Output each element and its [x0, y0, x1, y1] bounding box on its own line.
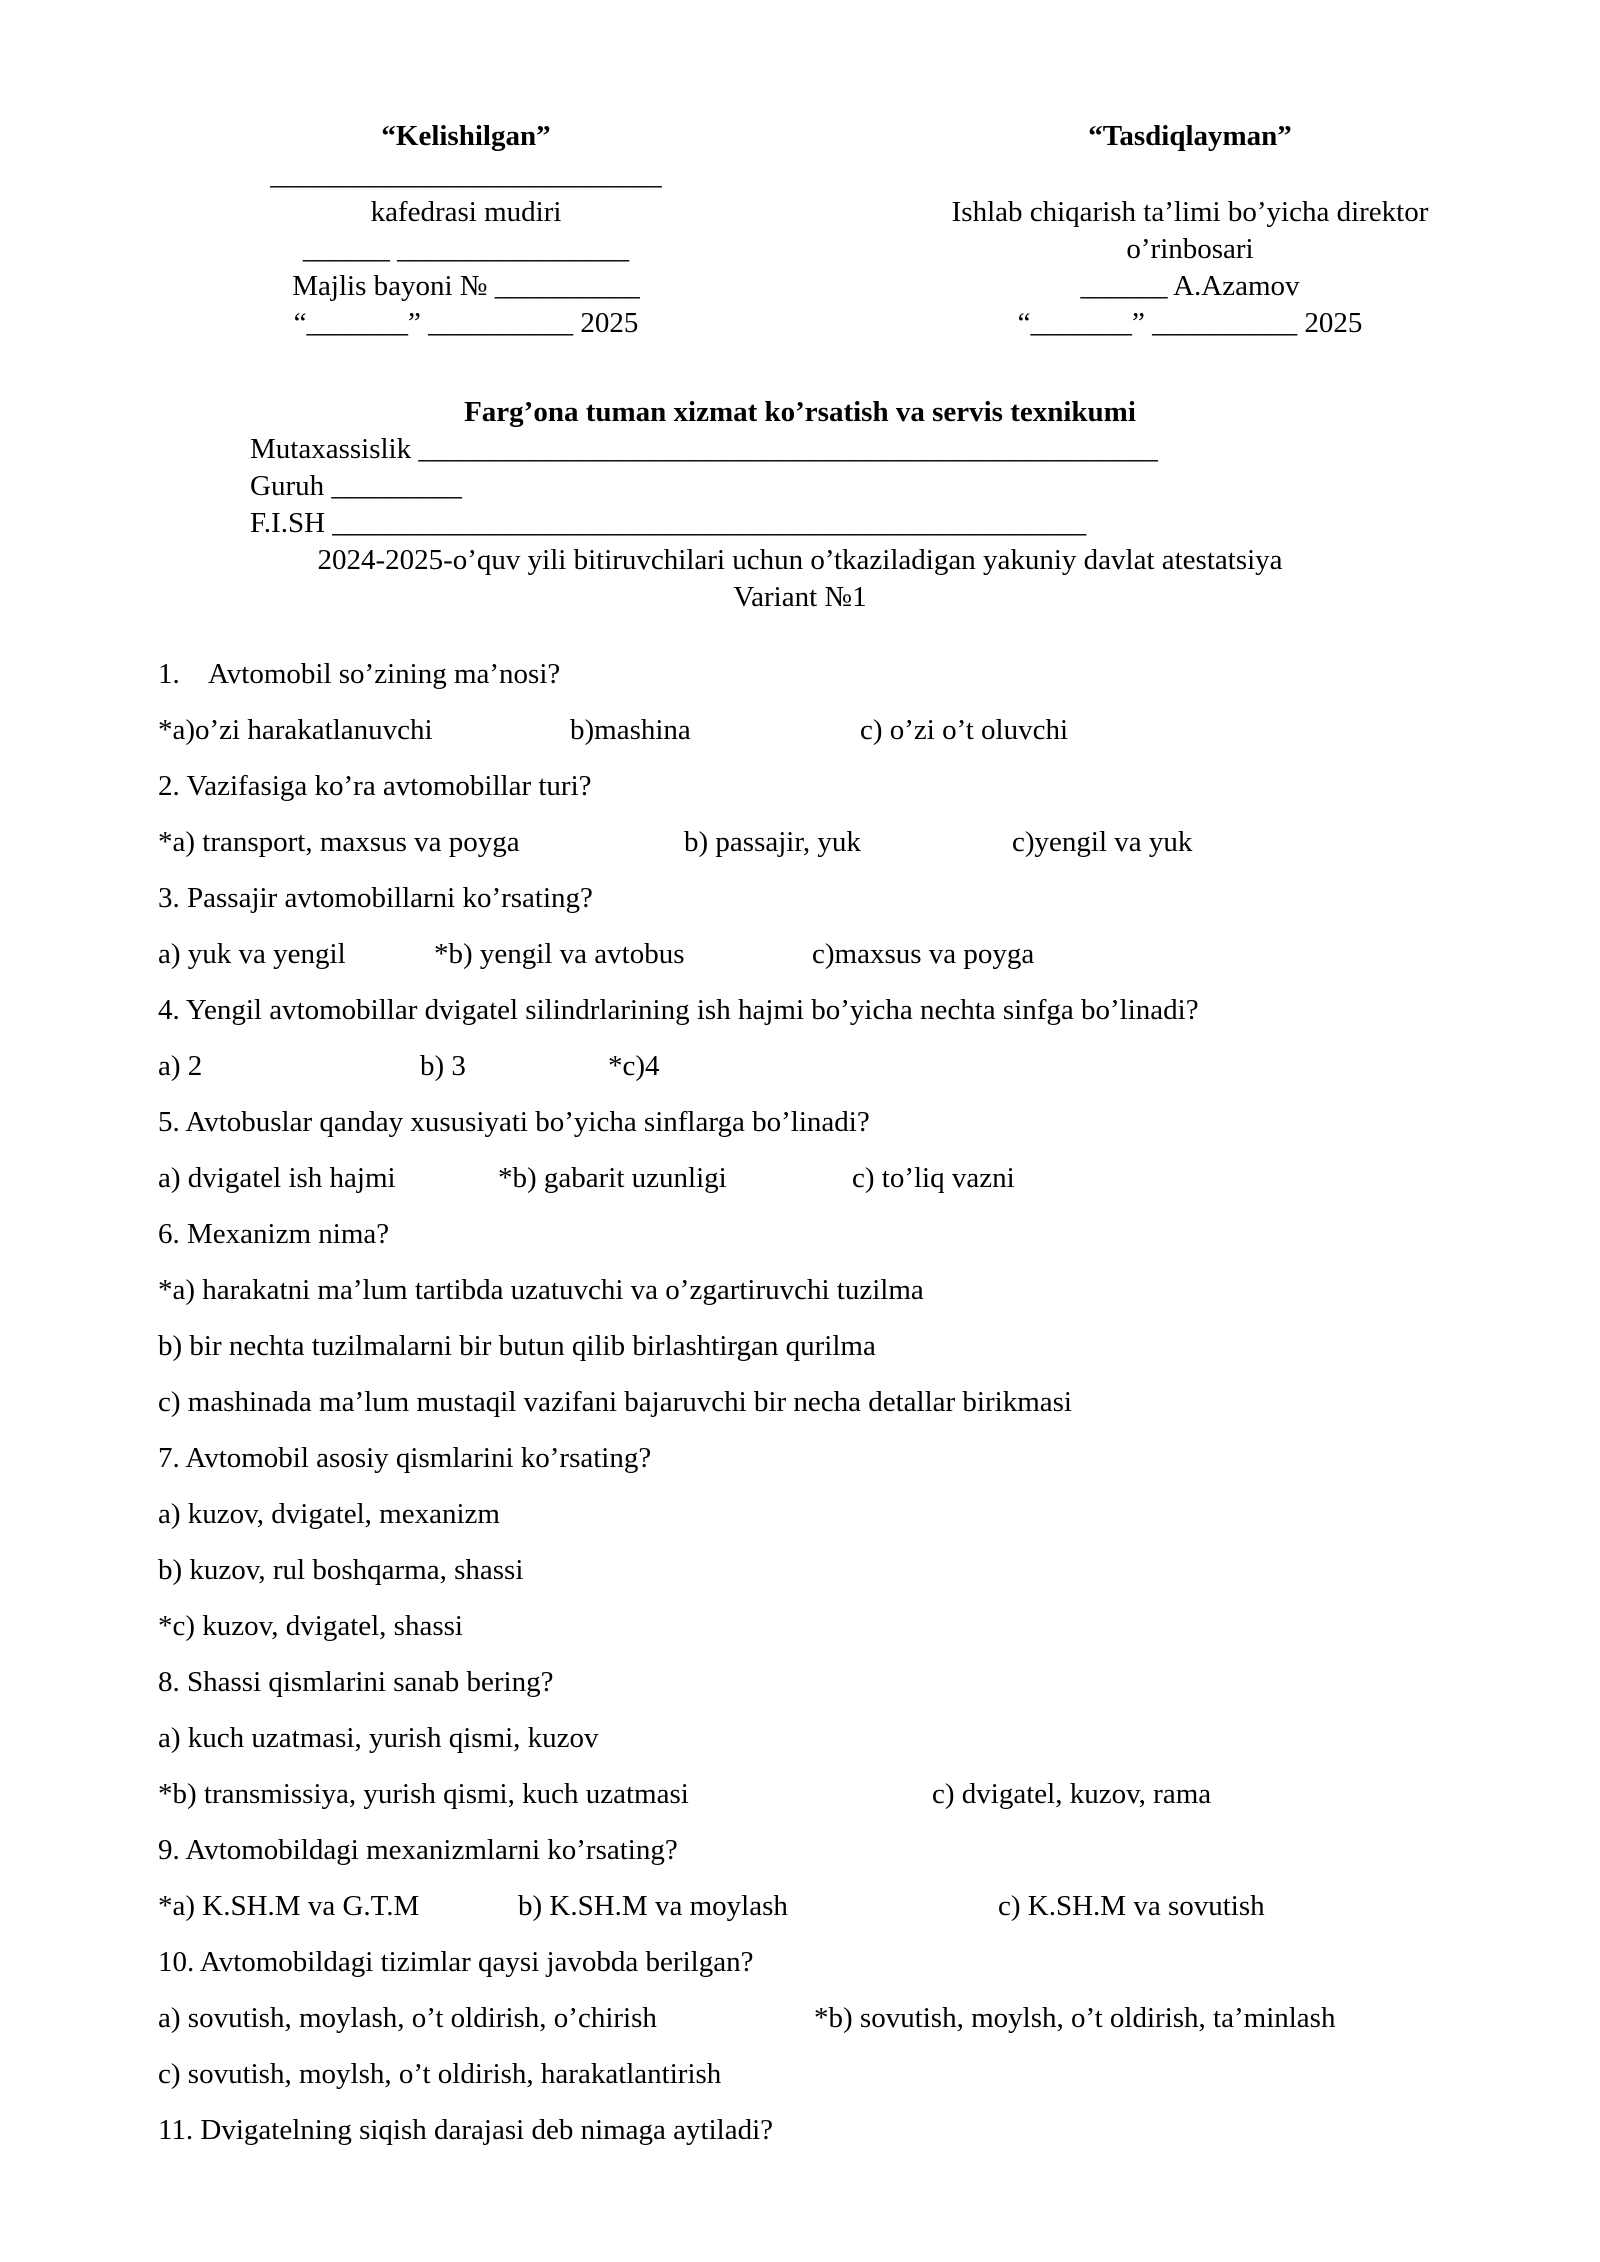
answer-option-row: [158, 1384, 1478, 1440]
answer-option: b) passajir, yuk: [684, 826, 861, 858]
answer-option-row: [158, 2056, 1478, 2112]
answer-option: c) dvigatel, kuzov, rama: [932, 1778, 1212, 1810]
question-6: [158, 1216, 1478, 1272]
signature-line: ______ ________________: [302, 233, 630, 265]
question-text: 11. Dvigatelning siqish darajasi deb nimaga aytiladi?: [158, 2114, 774, 2146]
question-7: [158, 1440, 1478, 1496]
question-text: 6. Mexanizm nima?: [158, 1218, 390, 1250]
answer-option: *a) K.SH.M va G.T.M: [158, 1890, 420, 1922]
meeting-protocol-line: Majlis bayoni № __________: [292, 270, 640, 302]
answer-option: b) 3: [420, 1050, 466, 1082]
department-head-label: kafedrasi mudiri: [370, 196, 562, 228]
answer-option: *b) yengil va avtobus: [434, 938, 685, 970]
question-11: [158, 2112, 1478, 2168]
answer-option: *c)4: [608, 1050, 660, 1082]
question-5: [158, 1104, 1478, 1160]
answer-option-row: [158, 1720, 1478, 1776]
question-text: 3. Passajir avtomobillarni ko’rsating?: [158, 882, 593, 914]
answer-option-row: [158, 1552, 1478, 1608]
answer-option: c)yengil va yuk: [1012, 826, 1193, 858]
question-text: 4. Yengil avtomobillar dvigatel silindrlarining ish hajmi bo’yicha nechta sinfga bo’linadi?: [158, 994, 1199, 1026]
answer-options: [158, 2000, 1478, 2056]
answer-option-row: [158, 1496, 1478, 1552]
variant-label: Variant №1: [733, 581, 867, 613]
group-field: Guruh _________: [250, 470, 462, 502]
answer-option: c) mashinada ma’lum mustaqil vazifani bajaruvchi bir necha detallar birikmasi: [158, 1386, 1072, 1418]
question-text: 5. Avtobuslar qanday xususiyati bo’yicha sinflarga bo’linadi?: [158, 1106, 870, 1138]
answer-option: b) bir nechta tuzilmalarni bir butun qilib birlashtirgan qurilma: [158, 1330, 876, 1362]
answer-option: c)maxsus va poyga: [812, 938, 1035, 970]
institution-name: Farg’ona tuman xizmat ko’rsatish va servis texnikumi: [464, 396, 1136, 428]
answer-option: b) K.SH.M va moylash: [518, 1890, 788, 1922]
answer-option: *a) transport, maxsus va poyga: [158, 826, 520, 858]
question-text: Avtomobil so’zining ma’nosi?: [208, 658, 561, 690]
deputy-director-label: Ishlab chiqarish ta’limi bo’yicha direktor: [951, 196, 1429, 228]
question-10: [158, 1944, 1478, 2000]
question-3: [158, 880, 1478, 936]
answer-options: [158, 936, 1478, 992]
answer-option: a) dvigatel ish hajmi: [158, 1162, 396, 1194]
answer-option: a) kuzov, dvigatel, mexanizm: [158, 1498, 500, 1530]
question-text: 10. Avtomobildagi tizimlar qaysi javobda berilgan?: [158, 1946, 754, 1978]
answer-option: b)mashina: [570, 714, 691, 746]
question-2: [158, 768, 1478, 824]
question-4: [158, 992, 1478, 1048]
answer-option: c) o’zi o’t oluvchi: [860, 714, 1069, 746]
answer-options: [158, 1048, 1478, 1104]
question-8: [158, 1664, 1478, 1720]
department-blank-line: ___________________________: [270, 159, 662, 191]
question-1: [158, 656, 1478, 712]
approval-confirm-title: “Tasdiqlayman”: [1088, 120, 1292, 152]
deputy-label-cont: o’rinbosari: [1126, 233, 1254, 265]
speciality-field: Mutaxassislik ___________________________________________________: [250, 433, 1158, 465]
answer-option: c) sovutish, moylsh, o’t oldirish, harakatlantirish: [158, 2058, 722, 2090]
answer-options: [158, 1776, 1478, 1832]
answer-option: *b) transmissiya, yurish qismi, kuch uzatmasi: [158, 1778, 689, 1810]
date-line: “_______” __________ 2025: [1017, 307, 1363, 339]
exam-header: [250, 394, 1350, 616]
director-signature-line: ______ A.Azamov: [1080, 270, 1300, 302]
answer-option: *c) kuzov, dvigatel, shassi: [158, 1610, 463, 1642]
answer-option: *a)o’zi harakatlanuvchi: [158, 714, 433, 746]
answer-option: b) kuzov, rul boshqarma, shassi: [158, 1554, 524, 1586]
question-number: 1.: [158, 658, 180, 690]
answer-option: a) 2: [158, 1050, 203, 1082]
question-9: [158, 1832, 1478, 1888]
question-text: 9. Avtomobildagi mexanizmlarni ko’rsating?: [158, 1834, 678, 1866]
answer-options: [158, 712, 1478, 768]
date-line: “_______” __________ 2025: [293, 307, 639, 339]
question-text: 7. Avtomobil asosiy qismlarini ko’rsating?: [158, 1442, 652, 1474]
answer-option: a) sovutish, moylash, o’t oldirish, o’chirish: [158, 2002, 657, 2034]
answer-option-row: [158, 1608, 1478, 1664]
answer-option: c) to’liq vazni: [852, 1162, 1015, 1194]
answer-option-row: [158, 1272, 1478, 1328]
answer-option: *b) sovutish, moylsh, o’t oldirish, ta’minlash: [814, 2002, 1336, 2034]
answer-options: [158, 1888, 1478, 1944]
answer-option-row: [158, 1328, 1478, 1384]
approval-agreed-block: [236, 118, 696, 342]
answer-option: c) K.SH.M va sovutish: [998, 1890, 1265, 1922]
answer-options: [158, 824, 1478, 880]
approval-confirm-block: [900, 118, 1480, 342]
answer-option: a) yuk va yengil: [158, 938, 346, 970]
spacer: [900, 157, 1480, 194]
question-text: 8. Shassi qismlarini sanab bering?: [158, 1666, 554, 1698]
answer-option: *b) gabarit uzunligi: [498, 1162, 727, 1194]
question-text: 2. Vazifasiga ko’ra avtomobillar turi?: [158, 770, 592, 802]
exam-title: 2024-2025-o’quv yili bitiruvchilari uchun o’tkaziladigan yakuniy davlat atestatsiya: [317, 544, 1283, 576]
answer-option: *a) harakatni ma’lum tartibda uzatuvchi va o’zgartiruvchi tuzilma: [158, 1274, 924, 1306]
name-field: F.I.SH ____________________________________________________: [250, 507, 1087, 539]
questions-list: [158, 656, 1478, 2168]
answer-options: [158, 1160, 1478, 1216]
answer-option: a) kuch uzatmasi, yurish qismi, kuzov: [158, 1722, 599, 1754]
approval-agreed-title: “Kelishilgan”: [381, 120, 551, 152]
